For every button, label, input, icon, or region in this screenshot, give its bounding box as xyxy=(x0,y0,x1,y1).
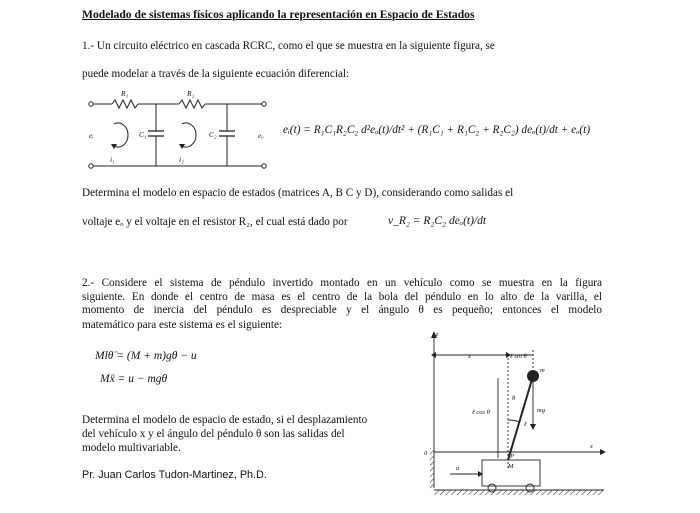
fig-label-mg: mg xyxy=(537,407,545,414)
resistor-r2-symbol xyxy=(179,100,205,108)
problem2-line2: siguiente. En donde el centro de masa es el centro de la bola del péndulo en lo alto de la varilla, el xyxy=(82,290,602,303)
inverted-pendulum-figure xyxy=(420,328,610,500)
problem1-task-line1: Determina el modelo en espacio de estados (matrices A, B C y D), considerando como salidas el xyxy=(82,187,514,199)
fig-label-x-top: x xyxy=(468,353,471,360)
problem1-task-line2: voltaje eₒ y el voltaje en el resistor R₂, el cual está dado por xyxy=(82,216,348,228)
fig-label-z: z xyxy=(436,331,439,338)
author-signature: Pr. Juan Carlos Tudon-Martinez, Ph.D. xyxy=(82,469,267,481)
label-c1: C₁ xyxy=(139,130,147,139)
vr2-equation: v_R₂ = R₂C₂ deₒ(t)/dt xyxy=(388,215,487,227)
problem2-line1: 2.- Considere el sistema de péndulo invertido montado en un vehículo como se muestra en la figura xyxy=(82,277,602,289)
fig-label-M: M xyxy=(508,463,514,470)
pendulum-equation-1: Mlθ̈ = (M + m)gθ − u xyxy=(95,350,197,362)
label-r2: R₂ xyxy=(187,89,195,98)
fig-label-lsin: ℓ sin θ xyxy=(510,353,527,360)
problem1-line2: puede modelar a través de la siguiente ecuación diferencial: xyxy=(82,68,350,80)
label-eo: eₒ xyxy=(258,131,264,140)
fig-label-m: m xyxy=(540,367,545,374)
fig-label-origin: 0 xyxy=(424,450,428,457)
label-c2: C₂ xyxy=(209,130,217,139)
label-i2: i₂ xyxy=(179,155,184,164)
label-ei: eᵢ xyxy=(89,131,94,140)
fig-label-lcos: ℓ cos θ xyxy=(472,409,490,416)
problem2-task-line3: modelo multivariable. xyxy=(82,442,181,454)
current-loop-i2 xyxy=(182,123,196,147)
fig-label-theta: θ xyxy=(512,395,516,402)
problem2-line3: momento de inercia del péndulo es despreciable y el ángulo θ es pequeño; entonces el modelo xyxy=(82,304,602,316)
pendulum-ball xyxy=(527,370,539,382)
fig-label-l: ℓ xyxy=(524,421,527,428)
fig-label-u: u xyxy=(456,465,460,472)
label-r1: R₁ xyxy=(121,89,129,98)
label-i1: i₁ xyxy=(110,155,115,164)
pendulum-equation-2: Mẍ = u − mgθ xyxy=(100,373,168,385)
resistor-r1-symbol xyxy=(112,100,138,108)
current-loop-i1 xyxy=(114,123,128,147)
problem2-task-line2: del vehículo x y el ángulo del péndulo θ son las salidas del xyxy=(82,428,345,440)
differential-equation: eᵢ(t) = R₁C₁R₂C₂ d²eₒ(t)/dt² + (R₁C₁ + R₁C₂ + R₂C₂) deₒ(t)/dt + eₒ(t) xyxy=(283,124,591,136)
problem1-line1: 1.- Un circuito eléctrico en cascada RCRC, como el que se muestra en la siguiente figura, se xyxy=(82,40,495,52)
problem2-task-line1: Determina el modelo de espacio de estado, si el desplazamiento xyxy=(82,414,368,426)
page-title: Modelado de sistemas físicos aplicando la representación en Espacio de Estados xyxy=(82,8,475,21)
fig-label-P: P xyxy=(510,453,514,460)
problem2-line4: matemático para este sistema es el siguiente: xyxy=(82,319,283,331)
fig-label-x-axis: x xyxy=(590,443,593,450)
rcrc-circuit-figure xyxy=(84,86,270,176)
